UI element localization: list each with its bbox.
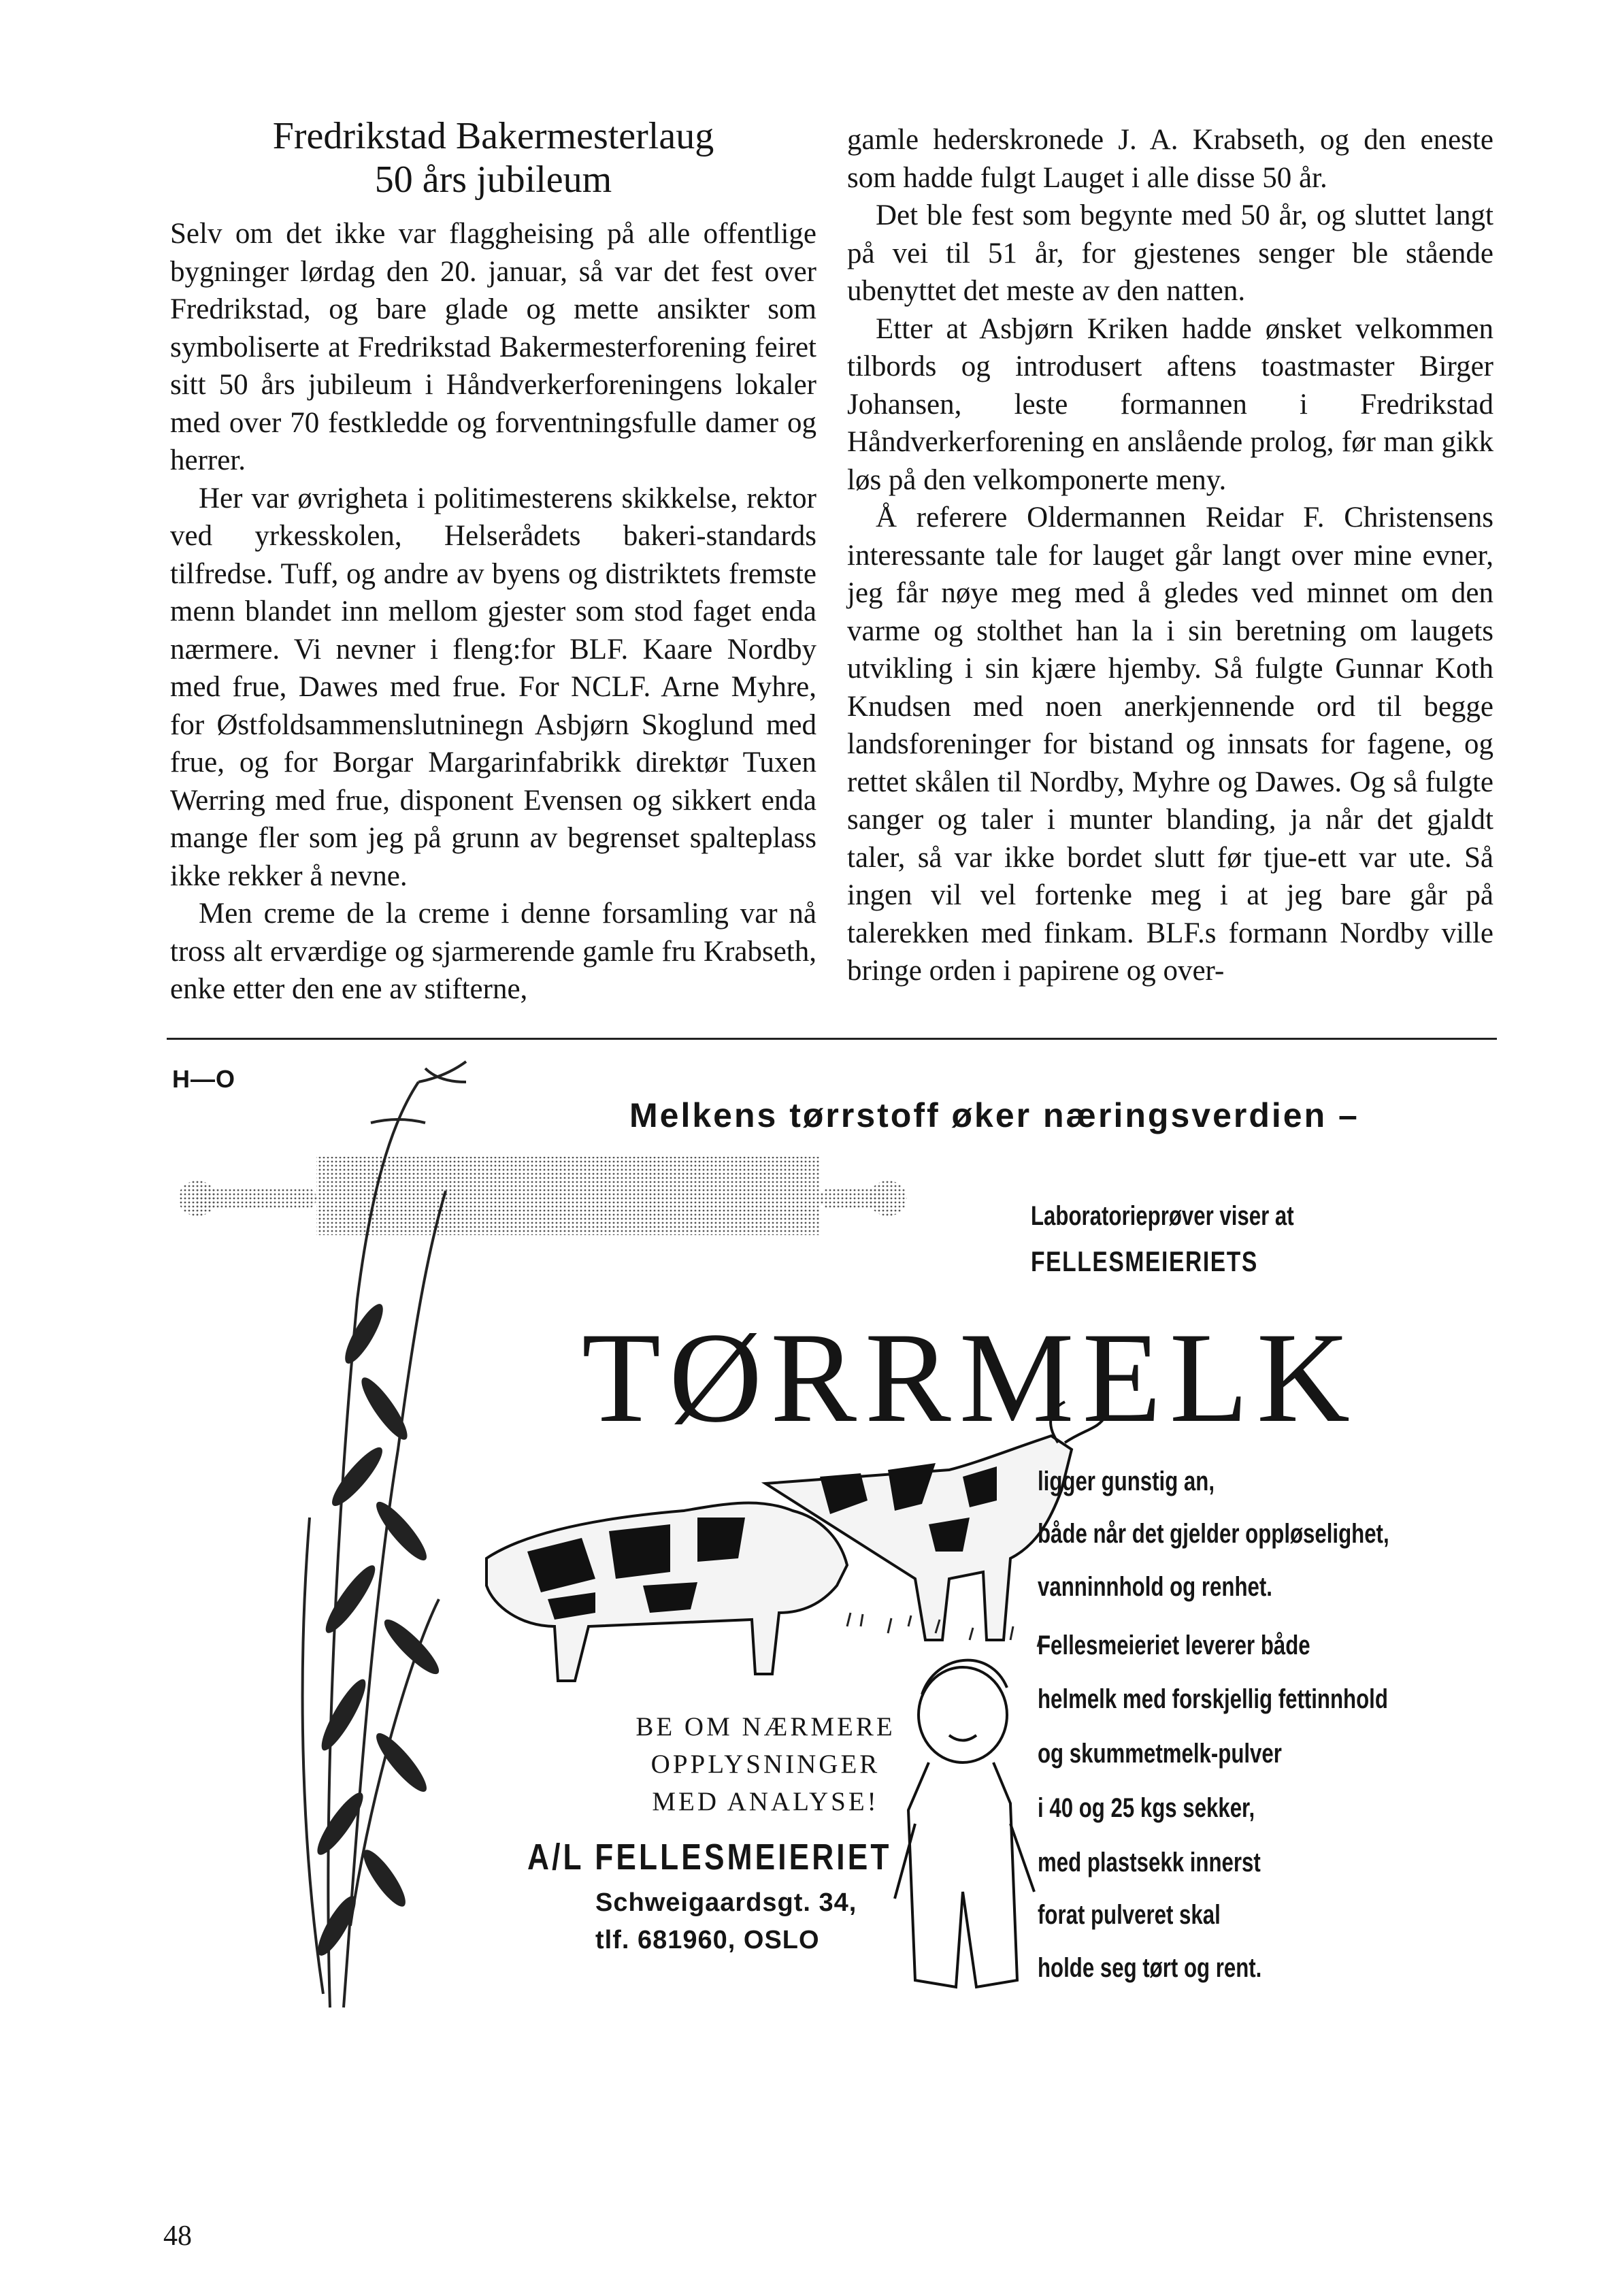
ad-copy-line: i 40 og 25 kgs sekker, bbox=[1038, 1793, 1255, 1823]
request-line: BE OM NÆRMERE bbox=[635, 1712, 895, 1741]
ad-headline: Melkens tørrstoff øker næringsverdien – bbox=[629, 1096, 1359, 1134]
paragraph: gamle hederskronede J. A. Krabseth, og den eneste som hadde fulgt Lauget i alle disse 50 år. bbox=[847, 124, 1493, 194]
paragraph: Etter at Asbjørn Kriken hadde ønsket velkommen tilbords og introdusert aftens toastmaster Birger Johansen, leste formannen i Fredrikstad Håndverkerforening en anslående prolog, før man gikk løs på den velkomponerte meny. bbox=[847, 312, 1493, 496]
lab-line2: FELLESMEIERIETS bbox=[1031, 1245, 1258, 1277]
ad-copy-line: både når det gjelder oppløselighet, bbox=[1038, 1519, 1389, 1549]
rolling-pin-icon bbox=[178, 1157, 907, 1235]
page-number: 48 bbox=[163, 2220, 192, 2252]
article-title-line2: 50 års jubileum bbox=[374, 159, 612, 201]
article-title-line1: Fredrikstad Bakermesterlaug bbox=[272, 115, 714, 157]
request-line: MED ANALYSE! bbox=[652, 1787, 879, 1816]
corner-mark: H—O bbox=[172, 1065, 235, 1093]
brand-name: TØRRMELK bbox=[582, 1307, 1358, 1449]
article-right-column bbox=[847, 121, 1493, 990]
ad-copy-line: og skummetmelk-pulver bbox=[1038, 1739, 1282, 1769]
ad-copy-line: holde seg tørt og rent. bbox=[1038, 1953, 1262, 1983]
lab-line1: Laboratorieprøver viser at bbox=[1031, 1201, 1294, 1231]
advertisement bbox=[167, 1041, 1497, 2035]
request-line: OPPLYSNINGER bbox=[650, 1750, 880, 1779]
section-divider bbox=[167, 1038, 1497, 1040]
ad-copy-line: helmelk med forskjellig fettinnhold bbox=[1038, 1684, 1388, 1714]
company-name: A/L FELLESMEIERIET bbox=[527, 1837, 892, 1877]
paragraph: Men creme de la creme i denne forsamling var nå tross alt erværdige og sjarmerende gamle fru Krabseth, enke etter den ene av stifterne, bbox=[170, 898, 816, 1005]
paragraph: Det ble fest som begynte med 50 år, og sluttet langt på vei til 51 år, for gjestenes senger ble stående ubenyttet det meste av den natten. bbox=[847, 199, 1493, 307]
ad-copy-line: forat pulveret skal bbox=[1038, 1900, 1221, 1930]
article-title bbox=[170, 114, 816, 201]
ad-copy-line: Fellesmeieriet leverer både bbox=[1038, 1630, 1310, 1660]
article-left-column bbox=[170, 114, 816, 1008]
ad-copy-line: med plastsekk innerst bbox=[1038, 1848, 1261, 1877]
company-address: Schweigaardsgt. 34, bbox=[595, 1888, 857, 1917]
company-phone: tlf. 681960, OSLO bbox=[595, 1926, 820, 1954]
child-figure-icon bbox=[895, 1660, 1034, 1987]
paragraph: Selv om det ikke var flaggheising på alle offentlige bygninger lørdag den 20. januar, så var det fest over Fredrikstad, og bare glade og mette ansikter som symboliserte at Fredrikstad Bakermesterforening feiret sitt 50 års jubileum i Håndverkerforeningens lokaler med over 70 festkledde og forventningsfulle damer og herrer. bbox=[170, 218, 816, 476]
ad-copy-line: ligger gunstig an, bbox=[1038, 1466, 1215, 1496]
ad-copy-line: vanninnhold og renhet. bbox=[1038, 1572, 1272, 1602]
paragraph: Å referere Oldermannen Reidar F. Christensens interessante tale for lauget går langt over mine evner, jeg får nøye meg med å gledes ved minnet om den varme og stolthet han la i sin beretning om laugets utvikling i sin kjære hjemby. Så fulgte Gunnar Koth Knudsen med noen anerkjennende ord til begge landsforeninger for bistand og innsats for fagene, og rettet skålen til Nordby, Myhre og Dawes. Og så fulgte sanger og taler i munter blanding, ja når det gjaldt taler, så var ikke bordet slutt før tjue-ett var ute. Så ingen vil vel fortenke meg i at jeg bare går på talerekken med finkam. BLF.s formann Nordby ville bringe orden i papirene og over- bbox=[847, 502, 1493, 987]
paragraph: Her var øvrigheta i politimesterens skikkelse, rektor ved yrkesskolen, Helserådets bakeri-standards tilfredse. Tuff, og andre av byens og distriktets fremste menn blandet inn mellom gjester som stod faget enda nærmere. Vi nevner i fleng:for BLF. Kaare Nordby med frue, Dawes med frue. For NCLF. Arne Myhre, for Østfoldsammenslutninegn Asbjørn Skoglund med frue, og for Borgar Margarinfabrikk direktør Tuxen Werring med frue, disponent Evensen og sikkert enda mange fler som jeg på grunn av begrenset spalteplass ikke rekker å nevne. bbox=[170, 482, 816, 892]
